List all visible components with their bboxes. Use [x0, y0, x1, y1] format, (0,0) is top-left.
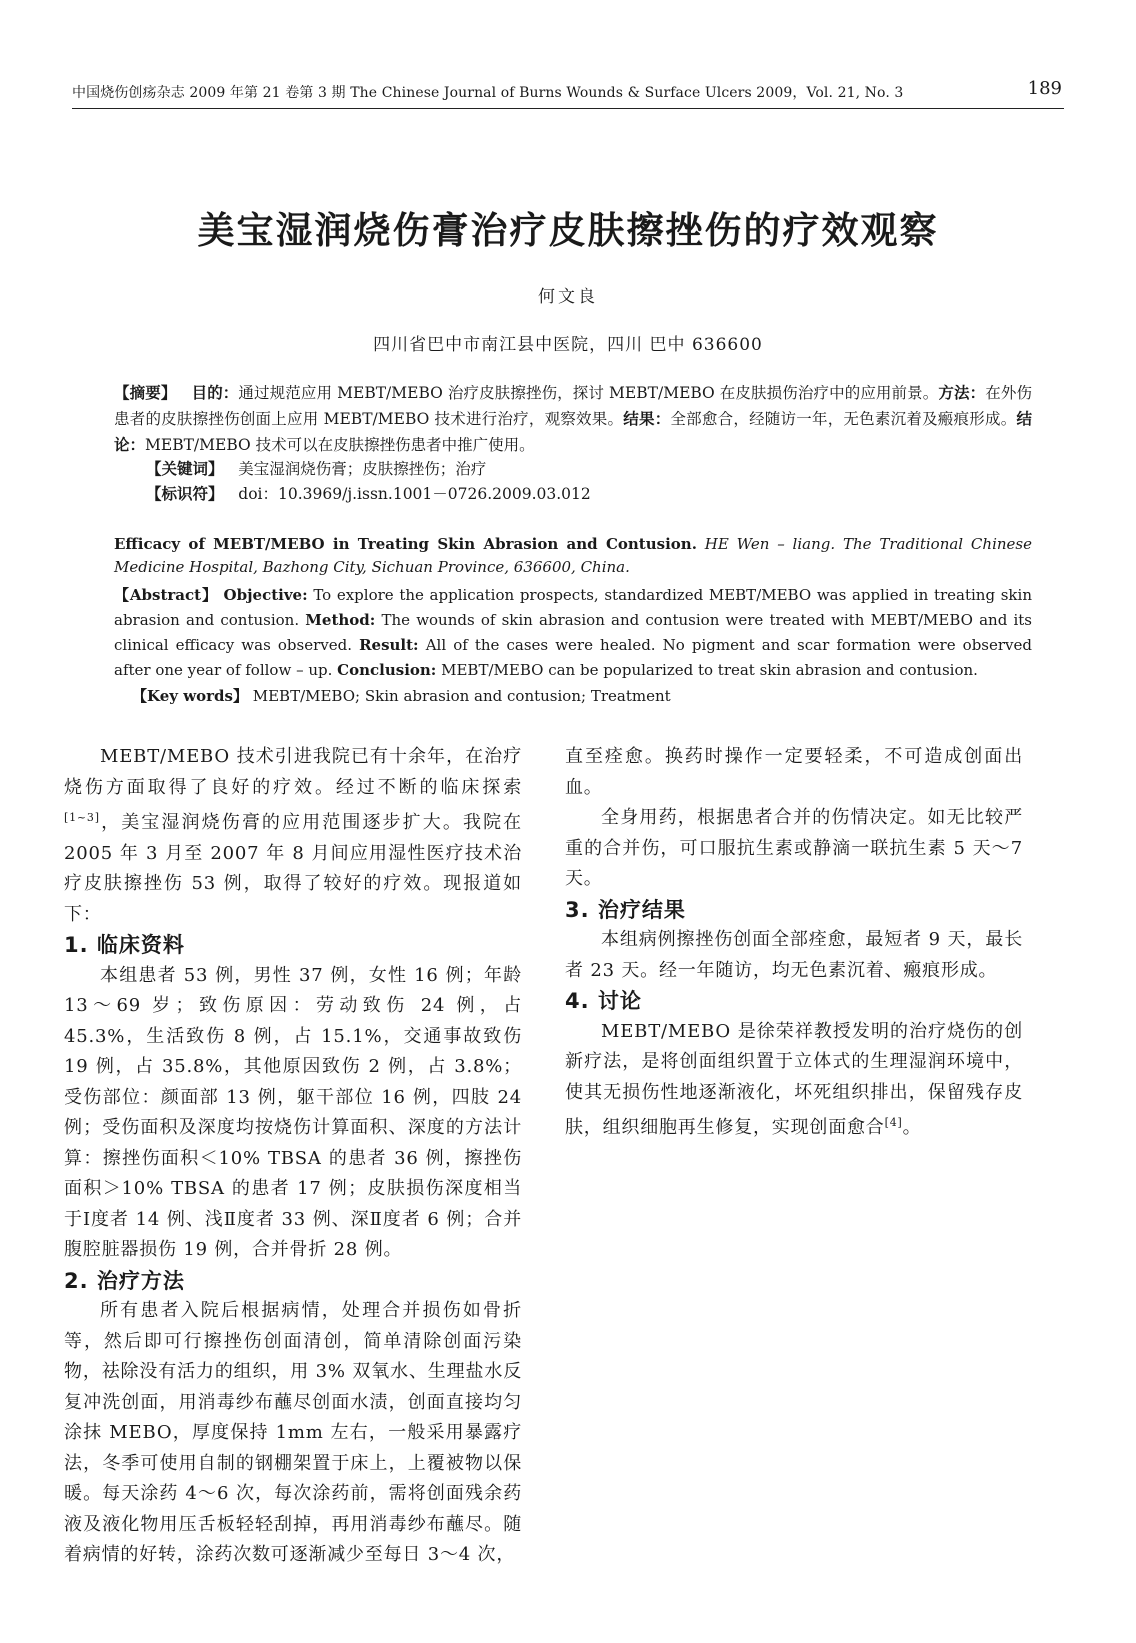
en-result-label: Result: [359, 636, 419, 654]
en-method-text: The wounds of skin abrasion and contusion were treated with MEBT/MEBO and its clinical efficacy was observed. [114, 611, 1032, 654]
conclusion-text: MEBT/MEBO 技术可以在皮肤擦挫伤患者中推广使用。 [145, 436, 535, 454]
section-4-text-a: MEBT/MEBO 是徐荣祥教授发明的治疗烧伤的创新疗法，是将创面组织置于立体式的生理湿润环境中，使其无损伤性地逐渐液化，坏死组织排出，保留残存皮肤，组织细胞再生修复，实现创面愈合 [565, 1020, 1023, 1138]
english-abstract [114, 583, 1032, 683]
identifier-label: 【标识符】 [146, 484, 224, 503]
en-conclusion-text: MEBT/MEBO can be popularized to treat skin abrasion and contusion. [441, 661, 978, 679]
intro-text-b: ，美宝湿润烧伤膏的应用范围逐步扩大。我院在 2005 年 3 月至 2007 年 8 月间应用湿性医疗技术治疗皮肤擦挫伤 53 例，取得了较好的疗效。现报道如下： [64, 812, 522, 925]
author: 何文良 [538, 287, 598, 307]
english-title-block [114, 533, 1032, 579]
objective-text: 通过规范应用 MEBT/MEBO 治疗皮肤擦挫伤，探讨 MEBT/MEBO 在皮肤损伤治疗中的应用前景。 [238, 384, 939, 402]
english-title: Efficacy of MEBT/MEBO in Treating Skin Abrasion and Contusion. [114, 535, 697, 553]
chinese-abstract [114, 380, 1032, 458]
identifier [146, 481, 1026, 507]
result-label: 结果： [623, 409, 671, 428]
en-conclusion-label: Conclusion: [337, 661, 437, 679]
section-2-paragraph-2: 全身用药，根据患者合并的伤情决定。如无比较严重的合并伤，可口服抗生素或静滴一联抗生素 5 天～7 天。 [565, 807, 1023, 889]
section-2-heading: 2. 治疗方法 [64, 1268, 185, 1293]
result-text: 全部愈合，经随访一年，无色素沉着及瘢痕形成。 [670, 410, 1017, 428]
section-4-citation: [4] [884, 1116, 903, 1129]
en-keywords-label: 【Key words】 [132, 687, 248, 705]
journal-name: 中国烧伤创疡杂志 2009 年第 21 卷第 3 期 The Chinese Journal of Burns Wounds & Surface Ulcers 2009，Vol. 21, No. 3 [72, 85, 904, 101]
body-left-column [64, 742, 522, 1571]
objective-label: 目的： [191, 383, 239, 402]
running-header [72, 80, 1062, 104]
article-title: 美宝湿润烧伤膏治疗皮肤擦挫伤的疗效观察 [197, 209, 939, 252]
intro-text-a: MEBT/MEBO 技术引进我院已有十余年，在治疗烧伤方面取得了良好的疗效。经过不断的临床探索 [64, 746, 522, 798]
section-1-heading: 1. 临床资料 [64, 933, 185, 957]
section-4-heading: 4. 讨论 [565, 989, 642, 1013]
english-byline: HE Wen – liang. The Traditional Chinese Medicine Hospital, Bazhong City, Sichuan Province, 636600, China. [114, 535, 1032, 576]
intro-citation: [1~3] [64, 811, 100, 824]
intro-paragraph [64, 742, 522, 930]
section-2-paragraph-1: 所有患者入院后根据病情，处理合并损伤如骨折等，然后即可行擦挫伤创面清创，简单清除创面污染物，祛除没有活力的组织，用 3% 双氧水、生理盐水反复冲洗创面，用消毒纱布蘸尽创面水渍，创面直接均匀涂抹 MEBO，厚度保持 1mm 左右，一般采用暴露疗法，冬季可使用自制的钢棚架置于床上，上覆被物以保暖。每天涂药 4～6 次，每次涂药前，需将创面残余药液及液化物用压舌板轻轻刮掉，再用消毒纱布蘸尽。随着病情的好转，涂药次数可逐渐减少至每日 3～4 次， [64, 1300, 522, 1565]
conclusion-label: 结论： [114, 409, 1032, 454]
en-method-label: Method: [305, 611, 376, 629]
en-objective-text: To explore the application prospects, standardized MEBT/MEBO was applied in treating skin abrasion and contusion. [114, 586, 1032, 629]
english-keywords [132, 684, 1032, 709]
section-3-paragraph: 本组病例擦挫伤创面全部痊愈，最短者 9 天，最长者 23 天。经一年随访，均无色素沉着、瘢痕形成。 [565, 929, 1023, 981]
section-4-paragraph [565, 1017, 1023, 1144]
keywords-text: 美宝湿润烧伤膏；皮肤擦挫伤；治疗 [238, 460, 487, 478]
section-3-heading: 3. 治疗结果 [565, 897, 686, 922]
en-objective-label: Objective: [223, 586, 308, 604]
doi-text: doi：10.3969/j.issn.1001－0726.2009.03.012 [238, 485, 591, 503]
section-4-text-b: 。 [902, 1117, 922, 1138]
page-number: 189 [1027, 78, 1062, 99]
header-rule [72, 108, 1064, 109]
section-1-paragraph: 本组患者 53 例，男性 37 例，女性 16 例；年龄 13～69 岁；致伤原因：劳动致伤 24 例，占 45.3%，生活致伤 8 例，占 15.1%，交通事故致伤 19 例，占 35.8%，其他原因致伤 2 例，占 3.8%；受伤部位：颜面部 13 例，躯干部位 16 例，四肢 24 例；受伤面积及深度均按烧伤计算面积、深度的方法计算：擦挫伤面积＜10% TBSA 的患者 36 例，擦挫伤面积＞10% TBSA 的患者 17 例；皮肤损伤深度相当于Ⅰ度者 14 例、浅Ⅱ度者 33 例、深Ⅱ度者 6 例；合并腹腔脏器损伤 19 例，合并骨折 28 例。 [64, 964, 522, 1260]
body-right-column [565, 742, 1023, 1144]
keywords-label: 【关键词】 [146, 459, 224, 478]
en-result-text: All of the cases were healed. No pigment and scar formation were observed after one year of follow – up. [114, 636, 1033, 679]
section-2-paragraph-1-continued: 直至痊愈。换药时操作一定要轻柔，不可造成创面出血。 [565, 746, 1023, 798]
method-text: 在外伤患者的皮肤擦挫伤创面上应用 MEBT/MEBO 技术进行治疗，观察效果。 [114, 384, 1032, 428]
en-abstract-label: 【Abstract】 [114, 586, 218, 604]
method-label: 方法： [938, 383, 986, 402]
en-keywords-text: MEBT/MEBO; Skin abrasion and contusion; Treatment [252, 687, 671, 705]
chinese-keywords [146, 456, 1026, 482]
abstract-label: 【摘要】 [114, 383, 177, 402]
affiliation: 四川省巴中市南江县中医院，四川 巴中 636600 [373, 335, 763, 355]
